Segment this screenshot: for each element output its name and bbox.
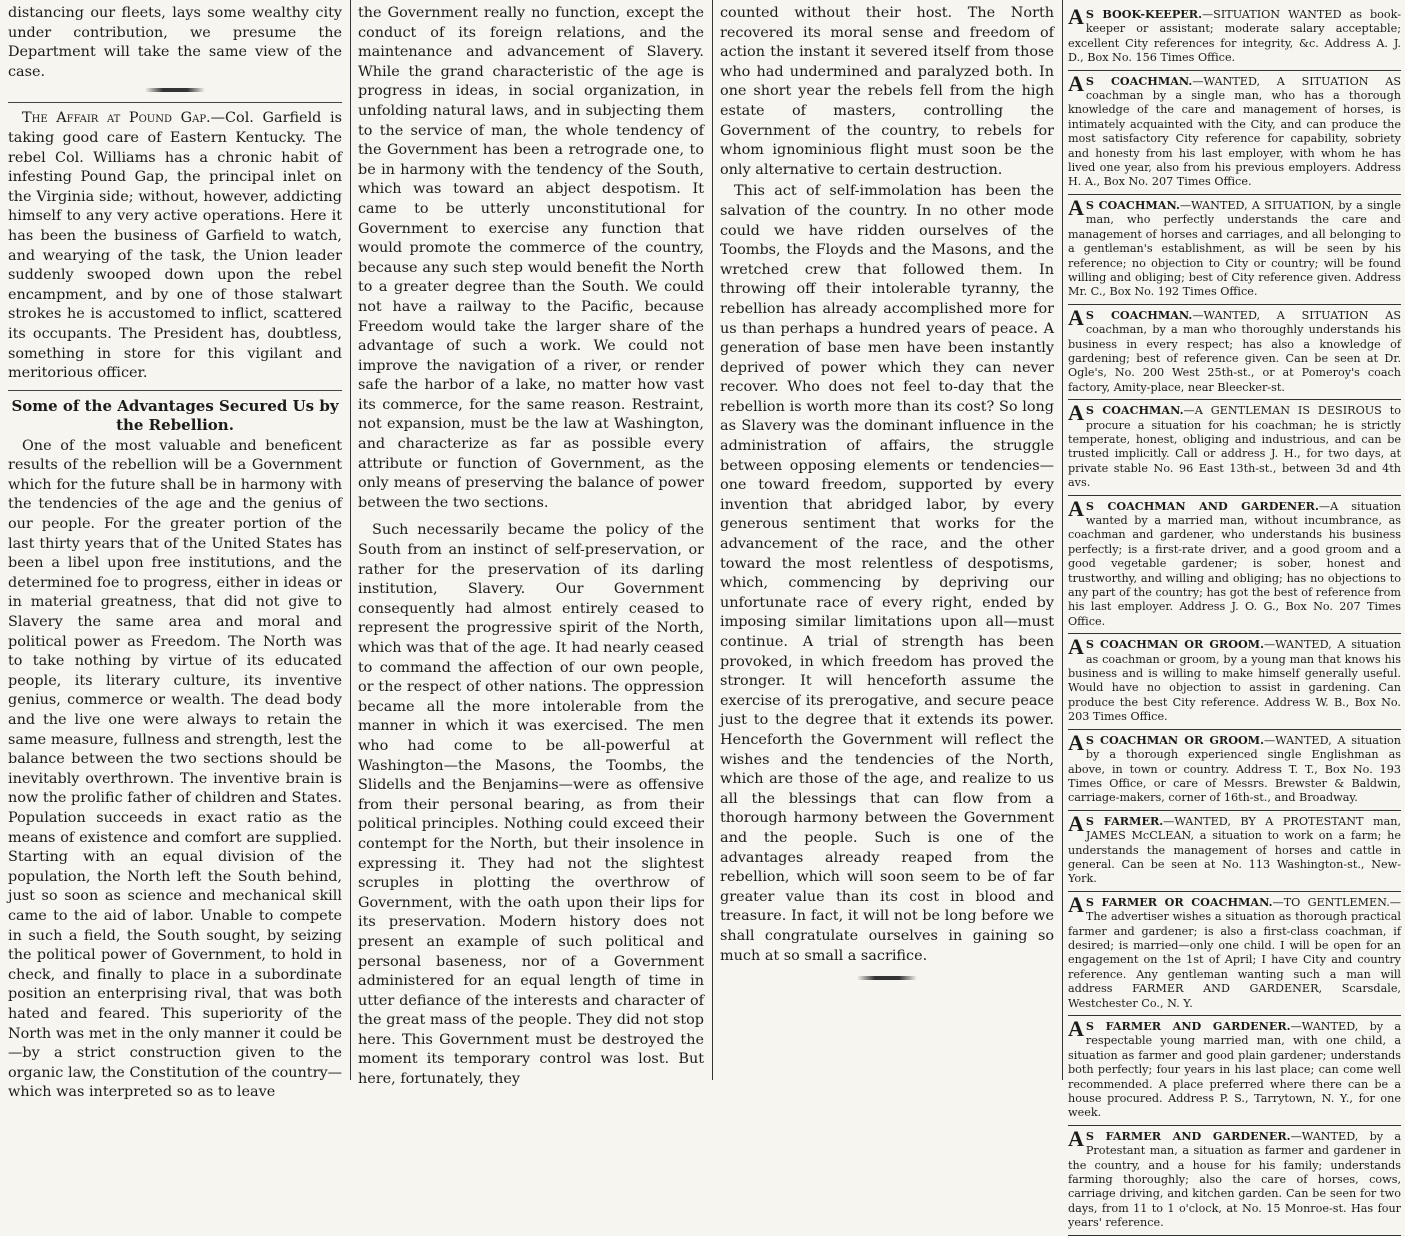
separator-dash: [145, 88, 205, 92]
classified-ads-column: [1062, 0, 1405, 1230]
classified-ad: A S FARMER AND GARDENER.—WANTED, by a respectable young married man, with one child, a situation as farmer and good plain gardener; understands both perfectly; four years in his last place; can come well recommended. A place preferred where there can be a house procured. Address P. S., Tarrytown, N. Y., for one week.: [1068, 1016, 1401, 1126]
rule: [8, 102, 342, 103]
column-1: [0, 0, 350, 1101]
pound-gap-article: [8, 109, 342, 383]
article-paragraph: One of the most valuable and beneficent results of the rebellion will be a Government which for the future shall be in harmony with the tendencies of the age and the genius of our people. For the greater portion of the last thirty years that of the United States has been a libel upon free institutions, and the determined foe to progress, either in ideas or in material greatness, that did not give to Slavery the same area and moral and political power as Freedom. The North was to take nothing by virtue of its educated people, its literary culture, its inventive genius, commerce or wealth. The dead body and the live one were always to retain the same measure, fullness and strength, lest the balance between the two sections should be inevitably overthrown. The inventive brain is now the prolific father of children and States. Population succeeds in exact ratio as the means of existence and comfort are supplied. Starting with an equal division of the population, the North left the South behind, just so soon as science and mechanical skill came to the aid of labor. Unable to compete in such a field, the South sought, by seizing the political power of Government, to hold in check, and finally to place in a subordinate position an enterprising rival, that was both hated and feared. This superiority of the North was met in the only manner it could be—by a strict construction given to the organic law, the Constitution of the country—which was interpreted so as to leave: [8, 437, 342, 1101]
classified-ad: A S COACHMAN.—WANTED, A SITUATION AS coachman by a single man, who has a thorough knowledge of the care and management of horses, is intimately acquainted with the City, and can produce the most satisfactory City reference for capability, sobriety and honesty from his last employer, with whom he has lived one year, also from his previous employers. Address H. A., Box No. 207 Times Office.: [1068, 71, 1401, 195]
column-3: [712, 0, 1062, 1080]
classified-ad: A S FARMER AND GARDENER.—WANTED, by a Protestant man, a situation as farmer and gardener in the country, and a house for his family; understands farming thoroughly; also the care of horses, cows, carriage driving, and kitchen garden. Can be seen for two days, from 11 to 1 o'clock, at No. 15 Monroe-st. Has four years' reference.: [1068, 1126, 1401, 1236]
classified-ad: A S COACHMAN.—A GENTLEMAN IS DESIROUS to procure a situation for his coachman; he is strictly temperate, honest, obliging and industrious, and can be trusted implicitly. Call or address J. H., for two days, at private stable No. 96 East 13th-st., between 3d and 4th avs.: [1068, 400, 1401, 495]
classified-ad: A S FARMER.—WANTED, BY A PROTESTANT man, JAMES McCLEAN, a situation to work on a farm; he understands the management of horses and cattle in general. Can be seen at No. 113 Washington-st., New-York.: [1068, 811, 1401, 892]
article-paragraph: counted without their host. The North recovered its moral sense and freedom of action the instant it severed itself from those who had undermined and paralyzed both. In one short year the rebels fell from the high estate of masters, controlling the Government of the country, to rebels for whom ignominious flight must soon be the only alternative to certain destruction.: [720, 5, 1054, 178]
classified-ad: A S BOOK-KEEPER.—SITUATION WANTED as book-keeper or assistant; moderate salary acceptable; excellent City references for integrity, &c. Address A. J. D., Box No. 156 Times Office.: [1068, 4, 1401, 71]
classified-ad: A S COACHMAN.—WANTED, A SITUATION AS coachman, by a man who thoroughly understands his business in every respect; has also a knowledge of gardening; best of reference given. Can be seen at Dr. Ogle's, No. 200 West 25th-st., or at Pomeroy's coach factory, Amity-place, near Bleecker-st.: [1068, 305, 1401, 400]
top-fragment: distancing our fleets, lays some wealthy city under contribution, we presume the Department will take the same view of the case.: [8, 5, 342, 80]
article-paragraph: This act of self-immolation has been the salvation of the country. In no other mode could we have ridden ourselves of the Toombs, the Floyds and the Masons, and the wretched crew that followed them. In throwing off their intolerable tyranny, the rebellion has already accomplished more for us than perhaps a hundred years of peace. A generation of base men have been instantly deprived of power which they can never recover. Who does not feel to-day that the rebellion is worth more than its cost? So long as Slavery was the dominant influence in the administration of affairs, the struggle between opposing elements or tendencies—one toward freedom, supported by every invention that abridged labor, by every generous sentiment that works for the advancement of the race, and the other toward the most relentless of despotisms, which, commencing by depriving our unfortunate race of every right, ended by imposing similar limitations upon all—must continue. A trial of strength has been provoked, in which freedom has proved the stronger. It will henceforth assume the exercise of its prerogative, and secure peace just to the degree that it extends its power. Henceforth the Government will reflect the wishes and the tendencies of the North, which are those of the age, and realize to us all the blessings that can flow from a thorough harmony between the Government and the people. Such is one of the advantages already reaped from the rebellion, which will soon seem to be of far greater value than its cost in blood and treasure. In fact, it will not be long before we shall congratulate ourselves in gaining so much at so small a sacrifice.: [720, 183, 1054, 964]
pound-gap-text: —Col. Garfield is taking good care of Eastern Kentucky. The rebel Col. Williams has a chronic habit of infesting Pound Gap, the principal inlet on the Virginia side; without, however, addicting himself to any very active operations. Here it has been the business of Garfield to watch, and wearying of the task, the Union leader suddenly swooped down upon the rebel encampment, and by one of those stalwart strokes he is accustomed to inflict, scattered its occupants. The President has, doubtless, something in store for this vigilant and meritorious officer.: [8, 110, 342, 382]
classified-ad: A S COACHMAN AND GARDENER.—A situation wanted by a married man, without incumbrance, as coachman and gardener, who understands his business perfectly; is a first-rate driver, and a good groom and a good vegetable gardener; is sober, honest and trustworthy, and willing and obliging; has no objections to any part of the country; has got the best of reference from his last employer. Address J. O. G., Box No. 207 Times Office.: [1068, 496, 1401, 635]
classified-ad: A S FARMER OR COACHMAN.—TO GENTLEMEN.—The advertiser wishes a situation as thorough practical farmer and gardener; is also a first-class coachman, if desired; is married—only one child. I will be open for an engagement on the 1st of April; I have City and country reference. Any gentleman wanting such a man will address FARMER AND GARDENER, Scarsdale, Westchester Co., N. Y.: [1068, 892, 1401, 1016]
separator-dash: [857, 976, 917, 980]
classified-ad: A S COACHMAN OR GROOM.—WANTED, A situation as coachman or groom, by a young man that knows his business and is willing to make himself generally useful. Would have no objection to assist in gardening. Can produce the best City reference. Address W. B., Box No. 203 Times Office.: [1068, 634, 1401, 729]
article-headline: Some of the Advantages Secured Us by the Rebellion.: [11, 396, 339, 434]
pound-gap-title: The Affair at Pound Gap.: [22, 110, 211, 127]
classified-ad: A S COACHMAN.—WANTED, A SITUATION, by a single man, who perfectly understands the care and management of horses and carriages, and all belonging to a gentleman's establishment, as will be seen by his reference; no objection to City or country; will be found willing and obliging; best of City reference given. Address Mr. C., Box No. 192 Times Office.: [1068, 195, 1401, 305]
article-paragraph: Such necessarily became the policy of the South from an instinct of self-preservation, or rather for the preservation of its darling institution, Slavery. Our Government consequently had almost entirely ceased to represent the progressive spirit of the North, which was that of the age. It had nearly ceased to command the affection of our own people, or the respect of other nations. The oppression became all the more intolerable from the manner in which it was exercised. The men who had come to be all-powerful at Washington—the Masons, the Toombs, the Slidells and the Benjamins—were as offensive from their personal bearing, as from their political principles. Nothing could exceed their contempt for the North, but their insolence in expressing it. They had not the slightest scruples in plotting the overthrow of Government, with the oath upon their lips for its preservation. Modern history does not present an example of such political and personal baseness, nor of a Government administered for an equal length of time in utter defiance of the interests and character of the great mass of the people. They did not stop here. This Government must be destroyed the moment its temporary control was lost. But here, fortunately, they: [358, 522, 704, 1088]
rule: [8, 390, 342, 391]
article-paragraph: the Government really no function, except the conduct of its foreign relations, and the maintenance and advancement of Slavery. While the grand characteristic of the age is progress in ideas, in social organization, in unfolding natural laws, and in subjecting them to the service of man, the whole tendency of the Government has been a retrograde one, to be in harmony with the tendency of the South, which was toward an abject despotism. It came to be utterly unconstitutional for Government to exercise any function that would promote the commerce of the country, because any such step would benefit the North to a greater degree than the South. We could not have a railway to the Pacific, because Freedom would take the larger share of the advantage of such a work. We could not improve the navigation of a river, or render safe the harbor of a lake, no matter how vast its commerce, for the same reason. Restraint, not expansion, must be the law at Washington, and characterize as far as possible every attribute or function of Government, as the only means of preserving the balance of power between the two sections.: [358, 5, 704, 511]
classified-ad: A S COACHMAN OR GROOM.—WANTED, A situation by a thorough experienced single Englishman as above, in town or country. Address T. T., Box No. 193 Times Office, or care of Messrs. Brewster & Baldwin, carriage-makers, corner of 16th-st., and Broadway.: [1068, 730, 1401, 811]
column-2: [350, 0, 712, 1088]
